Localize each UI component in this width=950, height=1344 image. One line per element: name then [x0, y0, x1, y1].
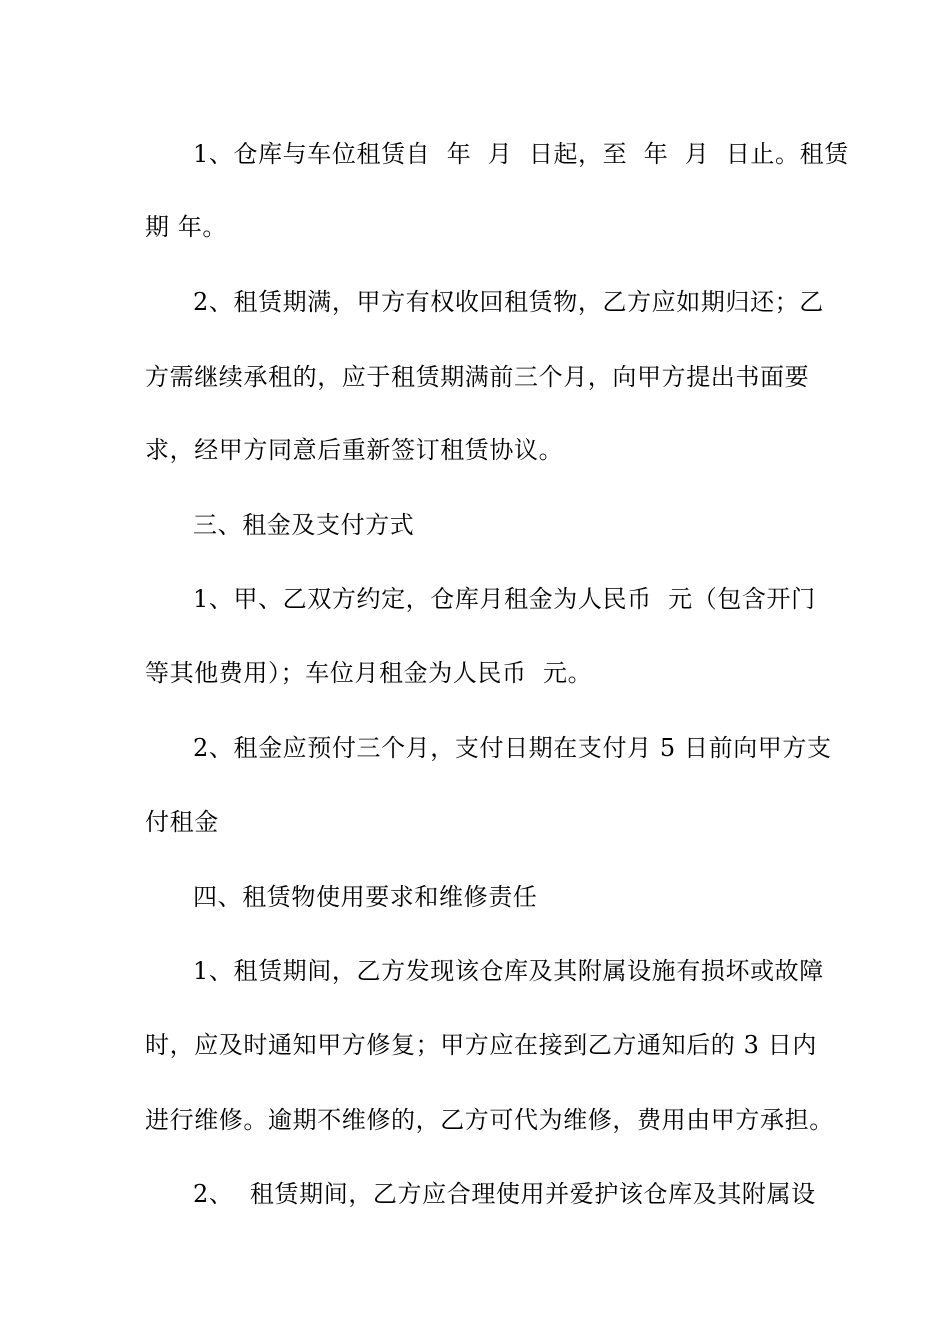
section-3-clause-2-line-2: 付租金: [145, 808, 219, 836]
clause-2-line-2: 方需继续承租的，应于租赁期满前三个月，向甲方提出书面要: [145, 363, 810, 391]
section-3-clause-1-line-1: 1、甲、乙双方约定，仓库月租金为人民币 元（包含开门: [193, 585, 816, 613]
section-4-heading: 四、租赁物使用要求和维修责任: [193, 883, 538, 911]
section-3-heading: 三、租金及支付方式: [193, 511, 415, 539]
section-4-clause-1-line-2: 时，应及时通知甲方修复；甲方应在接到乙方通知后的 3 日内: [145, 1031, 817, 1059]
clause-2-line-1: 2、租赁期满，甲方有权收回租赁物，乙方应如期归还；乙: [193, 288, 824, 316]
section-3-clause-2-line-1: 2、租金应预付三个月，支付日期在支付月 5 日前向甲方支: [193, 734, 832, 762]
clause-1-line-2: 期 年。: [145, 213, 228, 241]
section-4-clause-1-line-3: 进行维修。逾期不维修的，乙方可代为维修，费用由甲方承担。: [145, 1106, 834, 1134]
section-4-clause-1-line-1: 1、租赁期间，乙方发现该仓库及其附属设施有损坏或故障: [193, 957, 824, 985]
section-4-clause-2-line-1: 2、 租赁期间，乙方应合理使用并爱护该仓库及其附属设: [193, 1180, 816, 1208]
clause-1-line-1: 1、仓库与车位租赁自 年 月 日起，至 年 月 日止。租赁: [193, 140, 849, 168]
clause-2-line-3: 求，经甲方同意后重新签订租赁协议。: [145, 436, 564, 464]
section-3-clause-1-line-2: 等其他费用）；车位月租金为人民币 元。: [145, 659, 593, 687]
